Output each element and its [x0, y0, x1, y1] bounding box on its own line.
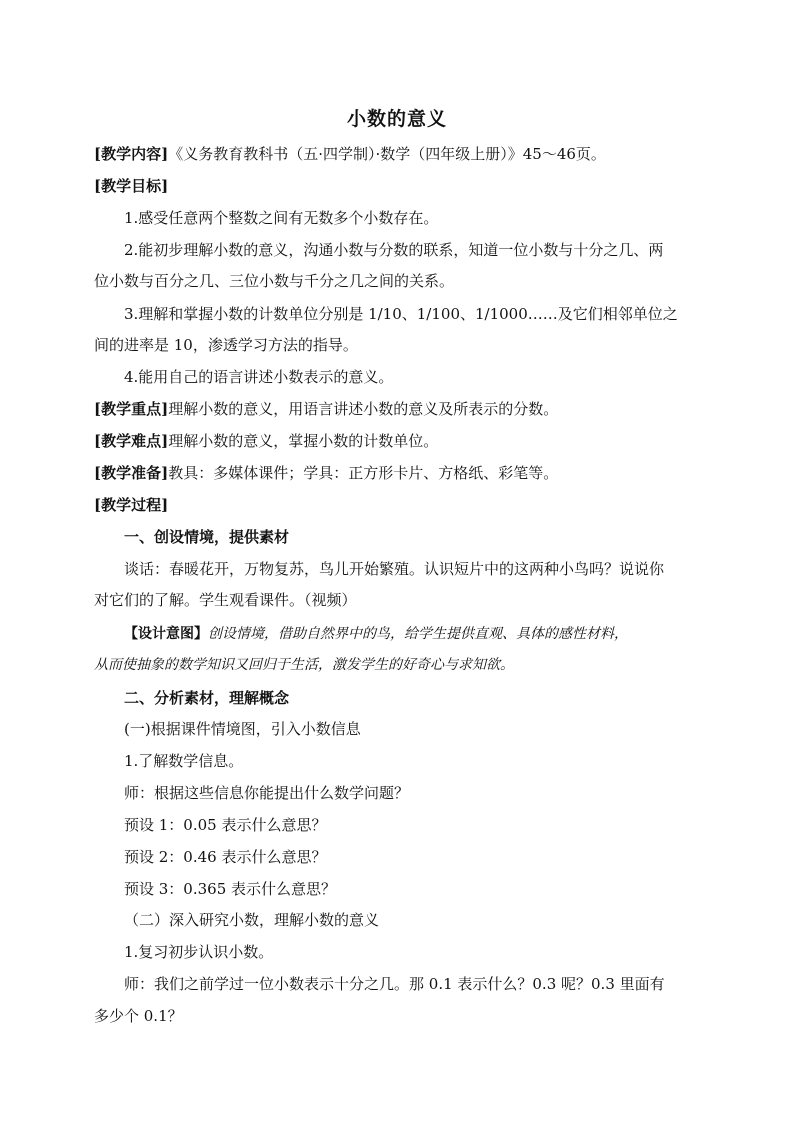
subsection-b: （二）深入研究小数，理解小数的意义	[124, 911, 380, 929]
preparation-label: [教学准备]	[94, 464, 169, 482]
goal-4: 4.能用自己的语言讲述小数表示的意义。	[124, 368, 394, 386]
preset-2: 预设 2：0.46 表示什么意思？	[124, 848, 327, 866]
teacher-question: 师：根据这些信息你能提出什么数学问题？	[124, 784, 410, 802]
section-1-heading: 一、创设情境，提供素材	[124, 528, 290, 546]
design-intent-line-2: 从而使抽象的数学知识又回归于生活，激发学生的好奇心与求知欲。	[94, 657, 514, 673]
preset-3: 预设 3：0.365 表示什么意思？	[124, 880, 337, 898]
teaching-goals-label: [教学目标]	[94, 177, 169, 195]
goal-3-line-1: 3.理解和掌握小数的计数单位分别是 1/10、1/100、1/1000……及它们相邻单位之	[124, 305, 678, 323]
subsection-a-item-1: 1.了解数学信息。	[124, 752, 244, 770]
section-2-heading: 二、分析素材，理解概念	[124, 689, 290, 707]
section-1-para-line-2: 对它们的了解。学生观看课件。（视频）	[94, 591, 357, 609]
subsection-b-para-line-1: 师：我们之前学过一位小数表示十分之几。那 0.1 表示什么？0.3 呢？0.3 里面有	[124, 975, 665, 993]
key-point-label: [教学重点]	[94, 400, 169, 418]
design-intent-label: 【设计意图】	[124, 626, 208, 642]
teaching-content-label: [教学内容]	[94, 145, 169, 163]
section-1-para-line-1: 谈话：春暖花开，万物复苏，鸟儿开始繁殖。认识短片中的这两种小鸟吗？说说你	[124, 560, 665, 578]
subsection-a: (一)根据课件情境图，引入小数信息	[124, 720, 361, 738]
goal-3-line-2: 间的进率是 10，渗透学习方法的指导。	[94, 336, 358, 354]
preparation	[94, 463, 706, 483]
preparation-text: 教具：多媒体课件；学具：正方形卡片、方格纸、彩笔等。	[168, 464, 559, 482]
teaching-content	[94, 144, 706, 164]
key-point-text: 理解小数的意义，用语言讲述小数的意义及所表示的分数。	[168, 400, 559, 418]
goal-1: 1.感受任意两个整数之间有无数多个小数存在。	[124, 209, 439, 227]
teaching-process-label: [教学过程]	[94, 496, 169, 514]
difficulty-label: [教学难点]	[94, 432, 169, 450]
key-point	[94, 399, 706, 419]
goal-2-line-1: 2.能初步理解小数的意义，沟通小数与分数的联系，知道一位小数与十分之几、两	[124, 241, 664, 259]
subsection-b-para-line-2: 多少个 0.1？	[94, 1007, 183, 1025]
goal-2-line-2: 位小数与百分之几、三位小数与千分之几之间的关系。	[94, 272, 455, 290]
difficulty-text: 理解小数的意义，掌握小数的计数单位。	[168, 432, 439, 450]
subsection-b-item-1: 1.复习初步认识小数。	[124, 943, 274, 961]
page-title: 小数的意义	[346, 108, 447, 130]
design-intent-text-1: 创设情境，借助自然界中的鸟，给学生提供直观、具体的感性材料，	[208, 626, 628, 642]
teaching-content-text: 《义务教育教科书（五·四学制）·数学（四年级上册）》45～46页。	[168, 145, 606, 163]
design-intent-line-1	[124, 624, 736, 644]
preset-1: 预设 1：0.05 表示什么意思？	[124, 816, 327, 834]
difficulty	[94, 431, 706, 451]
